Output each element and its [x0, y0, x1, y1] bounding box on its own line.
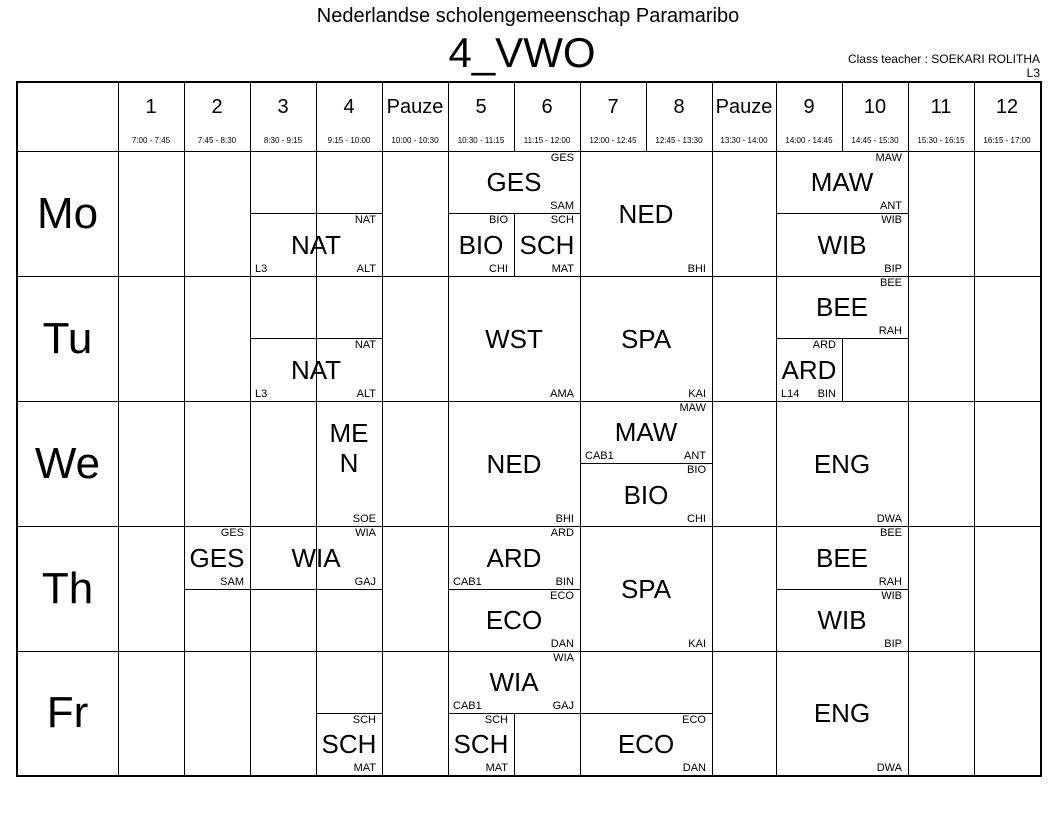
lesson-subject: GES: [486, 167, 542, 197]
lesson-teacher: ANT: [684, 450, 706, 462]
lesson-cell[interactable]: [580, 276, 712, 401]
lesson-teacher: DAN: [550, 638, 574, 650]
grid-line: [16, 775, 1040, 777]
lesson-cell[interactable]: [776, 276, 908, 338]
lesson-code: SCH: [352, 714, 376, 726]
period-number: 8: [673, 96, 685, 118]
lesson-subject: WIA: [291, 542, 341, 573]
lesson-subject: MAW: [614, 417, 678, 447]
period-time: 12:45 - 13:30: [655, 136, 703, 145]
lesson-subject: SCH: [519, 229, 575, 260]
lesson-room: CAB1: [453, 576, 482, 588]
lesson-teacher: SOE: [352, 513, 376, 525]
lesson-teacher: MAT: [551, 263, 574, 275]
period-time: 8:30 - 9:15: [263, 136, 303, 145]
lesson-teacher: DWA: [876, 762, 902, 774]
period-time: 13:30 - 14:00: [720, 136, 768, 145]
lesson-subject: NAT: [290, 354, 342, 385]
period-number: 6: [541, 96, 553, 118]
grid-line: [382, 151, 383, 775]
day-label: Th: [41, 564, 94, 613]
lesson-subject: ARD: [486, 542, 542, 573]
lesson-cell[interactable]: [580, 151, 712, 276]
lesson-teacher: BIP: [884, 263, 902, 275]
lesson-teacher: RAH: [878, 325, 902, 337]
lesson-code: SCH: [550, 214, 574, 226]
lesson-cell[interactable]: [776, 526, 908, 589]
lesson-subject: BIO: [623, 479, 669, 510]
lesson-cell[interactable]: [316, 401, 382, 526]
lesson-room: CAB1: [453, 700, 482, 712]
lesson-cell[interactable]: [580, 713, 712, 775]
lesson-subject: WIB: [817, 605, 867, 635]
period-number: Pauze: [386, 96, 444, 118]
period-number: Pauze: [715, 96, 773, 118]
lesson-cell[interactable]: [776, 338, 842, 401]
lesson-cell[interactable]: [448, 651, 580, 713]
lesson-teacher: BHI: [687, 263, 706, 275]
lesson-cell[interactable]: [776, 401, 908, 526]
lesson-subject: ME N: [329, 417, 369, 478]
period-number: 3: [277, 96, 289, 118]
lesson-teacher: ALT: [356, 263, 376, 275]
day-label: Tu: [42, 314, 93, 363]
period-time: 16:15 - 17:00: [983, 136, 1031, 145]
lesson-subject: BEE: [815, 292, 869, 322]
lesson-subject: BEE: [815, 542, 869, 573]
lesson-teacher: BIP: [884, 638, 902, 650]
class-title: 4_VWO: [448, 29, 596, 76]
lesson-cell[interactable]: [448, 526, 580, 589]
lesson-code: NAT: [354, 339, 376, 351]
lesson-code: ARD: [812, 339, 836, 351]
grid-line: [842, 338, 843, 401]
lesson-subject: ENG: [813, 448, 871, 479]
lesson-subject: NED: [486, 448, 542, 479]
lesson-code: NAT: [354, 214, 376, 226]
lesson-subject: SCH: [321, 729, 377, 759]
lesson-subject: ENG: [813, 698, 871, 728]
lesson-cell[interactable]: [448, 401, 580, 526]
period-number: 2: [211, 96, 223, 118]
lesson-teacher: KAI: [688, 638, 706, 650]
lesson-teacher: SAM: [550, 200, 574, 212]
lesson-code: BIO: [687, 464, 706, 476]
lesson-code: MAW: [679, 402, 706, 414]
period-time: 11:15 - 12:00: [523, 136, 571, 145]
lesson-cell[interactable]: [776, 589, 908, 651]
period-time: 12:00 - 12:45: [589, 136, 637, 145]
grid-line: [712, 151, 713, 775]
lesson-teacher: CHI: [687, 513, 706, 525]
period-number: 12: [995, 96, 1019, 118]
lesson-cell[interactable]: [448, 151, 580, 213]
lesson-subject: NED: [618, 198, 674, 229]
lesson-subject: WIA: [489, 667, 539, 697]
lesson-subject: GES: [189, 542, 245, 573]
lesson-code: SCH: [484, 714, 508, 726]
lesson-cell[interactable]: [580, 463, 712, 526]
lesson-code: GES: [550, 152, 574, 164]
period-time: 14:45 - 15:30: [851, 136, 899, 145]
lesson-code: WIB: [881, 590, 902, 602]
lesson-subject: WST: [485, 323, 543, 354]
lesson-subject: SPA: [620, 573, 672, 604]
period-number: 11: [930, 96, 952, 118]
day-label: Mo: [36, 189, 99, 238]
period-number: 1: [145, 96, 157, 118]
period-time: 10:30 - 11:15: [457, 136, 505, 145]
period-number: 7: [607, 96, 619, 118]
class-room: L3: [1026, 66, 1040, 80]
lesson-code: BIO: [489, 214, 508, 226]
lesson-cell[interactable]: [250, 338, 382, 401]
lesson-teacher: GAJ: [354, 576, 376, 588]
lesson-cell[interactable]: [448, 276, 580, 401]
lesson-subject: ECO: [485, 605, 543, 635]
lesson-subject: SCH: [453, 729, 509, 759]
lesson-code: WIA: [553, 652, 574, 664]
lesson-room: L3: [255, 388, 268, 400]
lesson-teacher: MAT: [353, 762, 376, 774]
lesson-code: WIA: [355, 527, 376, 539]
lesson-teacher: SAM: [220, 576, 244, 588]
period-time: 15:30 - 16:15: [917, 136, 965, 145]
period-time: 7:45 - 8:30: [197, 136, 237, 145]
period-number: 5: [475, 96, 487, 118]
period-time: 7:00 - 7:45: [131, 136, 171, 145]
lesson-teacher: BIN: [555, 576, 574, 588]
lesson-cell[interactable]: [316, 713, 382, 775]
lesson-subject: ECO: [617, 729, 675, 759]
lesson-code: ARD: [550, 527, 574, 539]
grid-line: [118, 81, 119, 775]
lesson-teacher: GAJ: [552, 700, 574, 712]
lesson-cell[interactable]: [776, 151, 908, 213]
lesson-room: L3: [255, 263, 268, 275]
grid-line: [184, 151, 185, 775]
lesson-cell[interactable]: [184, 526, 250, 589]
lesson-cell[interactable]: [580, 526, 712, 651]
lesson-room: L14: [781, 388, 800, 400]
lesson-subject: NAT: [290, 229, 342, 260]
grid-line: [908, 151, 909, 775]
period-number: 4: [343, 96, 355, 118]
lesson-cell[interactable]: [776, 213, 908, 276]
lesson-cell[interactable]: [776, 651, 908, 775]
lesson-subject: MAW: [810, 167, 874, 197]
lesson-teacher: AMA: [550, 388, 574, 400]
lesson-cell[interactable]: [514, 213, 580, 276]
lesson-cell[interactable]: [250, 526, 382, 589]
lesson-code: BEE: [879, 277, 902, 289]
lesson-code: MAW: [875, 152, 902, 164]
lesson-cell[interactable]: [448, 589, 580, 651]
period-time: 10:00 - 10:30: [391, 136, 439, 145]
lesson-teacher: BIN: [817, 388, 836, 400]
lesson-cell[interactable]: [448, 213, 514, 276]
lesson-room: CAB1: [585, 450, 614, 462]
lesson-cell[interactable]: [580, 401, 712, 463]
lesson-teacher: KAI: [688, 388, 706, 400]
lesson-teacher: DWA: [876, 513, 902, 525]
lesson-code: WIB: [881, 214, 902, 226]
lesson-subject: WIB: [817, 229, 867, 260]
lesson-teacher: BHI: [555, 513, 574, 525]
period-number: 9: [803, 96, 815, 118]
grid-line: [974, 151, 975, 775]
lesson-code: BEE: [879, 527, 902, 539]
school-name: Nederlandse scholengemeenschap Paramaribo: [316, 5, 740, 27]
grid-line: [16, 81, 1040, 83]
lesson-code: ECO: [682, 714, 706, 726]
day-label: We: [34, 439, 101, 488]
lesson-cell[interactable]: [250, 213, 382, 276]
lesson-code: GES: [220, 527, 244, 539]
lesson-teacher: DAN: [682, 762, 706, 774]
grid-line: [514, 713, 515, 775]
period-time: 14:00 - 14:45: [785, 136, 833, 145]
period-number: 10: [863, 96, 887, 118]
lesson-teacher: CHI: [489, 263, 508, 275]
lesson-teacher: RAH: [878, 576, 902, 588]
lesson-teacher: MAT: [485, 762, 508, 774]
lesson-cell[interactable]: [448, 713, 514, 775]
lesson-subject: ARD: [781, 354, 837, 385]
lesson-code: ECO: [550, 590, 574, 602]
day-label: Fr: [46, 688, 89, 737]
grid-line: [1040, 81, 1042, 777]
period-time: 9:15 - 10:00: [327, 136, 371, 145]
lesson-subject: SPA: [620, 323, 672, 354]
lesson-teacher: ALT: [356, 388, 376, 400]
class-teacher: Class teacher : SOEKARI ROLITHA: [847, 52, 1040, 66]
lesson-subject: BIO: [458, 229, 504, 260]
lesson-teacher: ANT: [880, 200, 902, 212]
grid-line: [184, 589, 382, 590]
